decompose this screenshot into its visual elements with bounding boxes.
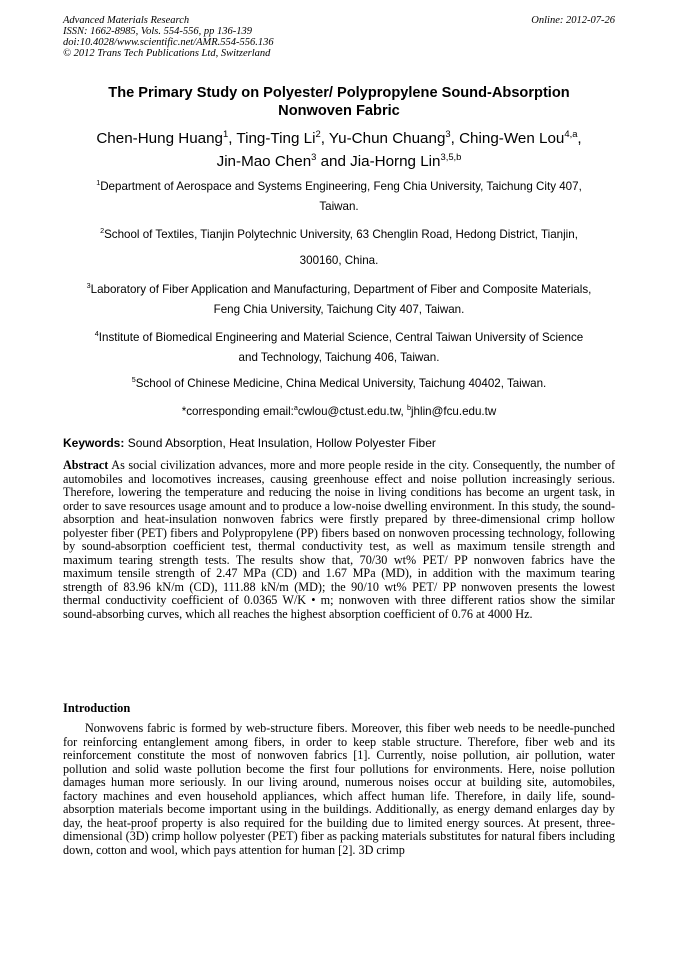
affiliation-text: Institute of Biomedical Engineering and Material Science, Central Taiwan University of Science [98, 331, 584, 344]
affiliation-text: School of Chinese Medicine, China Medical University, Taichung 40402, Taiwan. [135, 377, 547, 390]
authors-line-1 [63, 127, 615, 150]
author-sup: 4,a [564, 127, 578, 139]
affiliation-3 [63, 280, 615, 320]
author-sup: 3 [445, 127, 451, 139]
affiliation-2 [63, 225, 615, 271]
author-name: Jin-Mao Chen [216, 153, 312, 170]
author-sup: 3,5,b [440, 150, 462, 162]
abstract-text: As social civilization advances, more and more people reside in the city. Consequently, the number of automobiles and locomotives increases, causing greenhouse effect and noise pollution increasingly serious. Therefore, lowering the temperature and reducing the noise in living conditions has become an urgent task, in order to save resources usage amount and to produce a low-noise dwelling environment. In this study, the sound-absorption and heat-insulation nonwoven fabrics were firstly prepared by three-dimensional crimp hollow polyester fiber (PET) fibers and Polypropylene (PP) fibers based on nonwoven processing technology, following by sound-absorption coefficient test, thermal conductivity test, as well as maximum tensile strength and maximum tearing strength tests. The results show that, 70/30 wt% PET/ PP nonwoven fabrics have the maximum tensile strength of 2.47 MPa (CD) and 1.67 MPa (MD), in addition with the maximum tearing strength of 83.96 kN/m (CD), 111.88 kN/m (MD); the 90/10 wt% PET/ PP nonwoven presents the lowest thermal conductivity coefficient of 0.0365 W/K • m; nonwoven with three different ratios show the similar sound-absorbing curves, which all reaches the highest absorption coefficient of 0.76 at 4000 Hz. [63, 458, 615, 621]
affiliation-line: and Technology, Taichung 406, Taiwan. [238, 351, 440, 364]
email-sup: a [293, 403, 298, 413]
title-line-2: Nonwoven Fabric [278, 103, 400, 119]
author-sup: 2 [315, 127, 321, 139]
affiliation-sup: 1 [96, 178, 101, 188]
email-address[interactable]: jhlin@fcu.edu.tw [410, 405, 497, 418]
abstract-label: Abstract [63, 458, 109, 472]
author-name: , Ting-Ting Li [228, 130, 316, 147]
affiliation-line: Taiwan. [319, 200, 359, 213]
affiliation-line: 300160, China. [299, 254, 379, 267]
journal-copyright: © 2012 Trans Tech Publications Ltd, Switzerland [63, 48, 271, 59]
affiliation-line [63, 177, 615, 197]
title-line-1: The Primary Study on Polyester/ Polypropylene Sound-Absorption [108, 85, 570, 101]
author-list [63, 127, 615, 173]
affiliation-text: Department of Aerospace and Systems Engineering, Feng Chia University, Taichung City 407, [100, 180, 582, 193]
email-address[interactable]: cwlou@ctust.edu.tw, [297, 405, 404, 418]
affiliation-4 [63, 328, 615, 368]
affiliation-text: Laboratory of Fiber Application and Manufacturing, Department of Fiber and Composite Materials, [90, 283, 592, 296]
keywords-text: Sound Absorption, Heat Insulation, Hollow Polyester Fiber [127, 436, 436, 450]
affiliation-sup: 5 [131, 375, 136, 385]
corresponding-email [63, 402, 615, 422]
affiliation-5 [63, 374, 615, 394]
introduction-text: Nonwovens fabric is formed by web-structure fibers. Moreover, this fiber web needs to be needle-punched for reinforcing entanglement among fibers, in order to keep stable structure. Therefore, fiber web and its reinforcement constitute the most of nonwoven fabrics [1]. Currently, noise pollution, air pollution, water pollution and solid waste pollution become the first four pollutions for environments. Here, noise pollution damages human more seriously. In our living around, numerous noises occur at building site, automobiles, factory machines and even household appliances, which affect human life. Therefore, in daily life, sound-absorption materials become important using in the buildings. Additionally, as energy demand enlarges day by day, the heat-proof property is also required for the building due to limited energy sources. At present, three-dimensional (3D) crimp hollow polyester (PET) fiber as packing materials substitutes for natural fibers including down, cotton and wool, which pays attention for human [2]. 3D crimp [63, 721, 615, 857]
journal-issn: ISSN: 1662-8985, Vols. 554-556, pp 136-139 [63, 26, 252, 37]
paper-title [63, 84, 615, 120]
abstract [63, 459, 615, 621]
journal-doi: doi:10.4028/www.scientific.net/AMR.554-556.136 [63, 37, 274, 48]
journal-header [63, 15, 274, 59]
affiliation-sup: 2 [100, 226, 105, 236]
keywords [63, 436, 615, 451]
email-label: *corresponding email: [181, 405, 294, 418]
affiliation-line [63, 225, 615, 245]
keywords-label: Keywords: [63, 436, 125, 450]
author-name: , Yu-Chun Chuang [320, 130, 446, 147]
online-date: Online: 2012-07-26 [531, 15, 615, 26]
affiliation-sup: 3 [86, 281, 91, 291]
author-name: Chen-Hung Huang [96, 130, 223, 147]
journal-name: Advanced Materials Research [63, 15, 190, 26]
introduction-heading: Introduction [63, 701, 131, 715]
affiliation-sup: 4 [94, 329, 99, 339]
email-sup: b [406, 403, 411, 413]
author-name: , Ching-Wen Lou [450, 130, 565, 147]
affiliation-text: School of Textiles, Tianjin Polytechnic University, 63 Chenglin Road, Hedong District, Tianjin, [104, 228, 578, 241]
affiliation-1 [63, 177, 615, 217]
affiliation-line: Feng Chia University, Taichung City 407, Taiwan. [213, 303, 465, 316]
author-sup: 1 [223, 127, 229, 139]
author-sup: 3 [311, 150, 317, 162]
authors-line-2 [63, 150, 615, 173]
author-name: and Jia-Horng Lin [316, 153, 441, 170]
affiliation-line [63, 374, 615, 394]
affiliation-line [63, 328, 615, 348]
affiliation-line [63, 280, 615, 300]
author-separator: , [577, 130, 582, 147]
